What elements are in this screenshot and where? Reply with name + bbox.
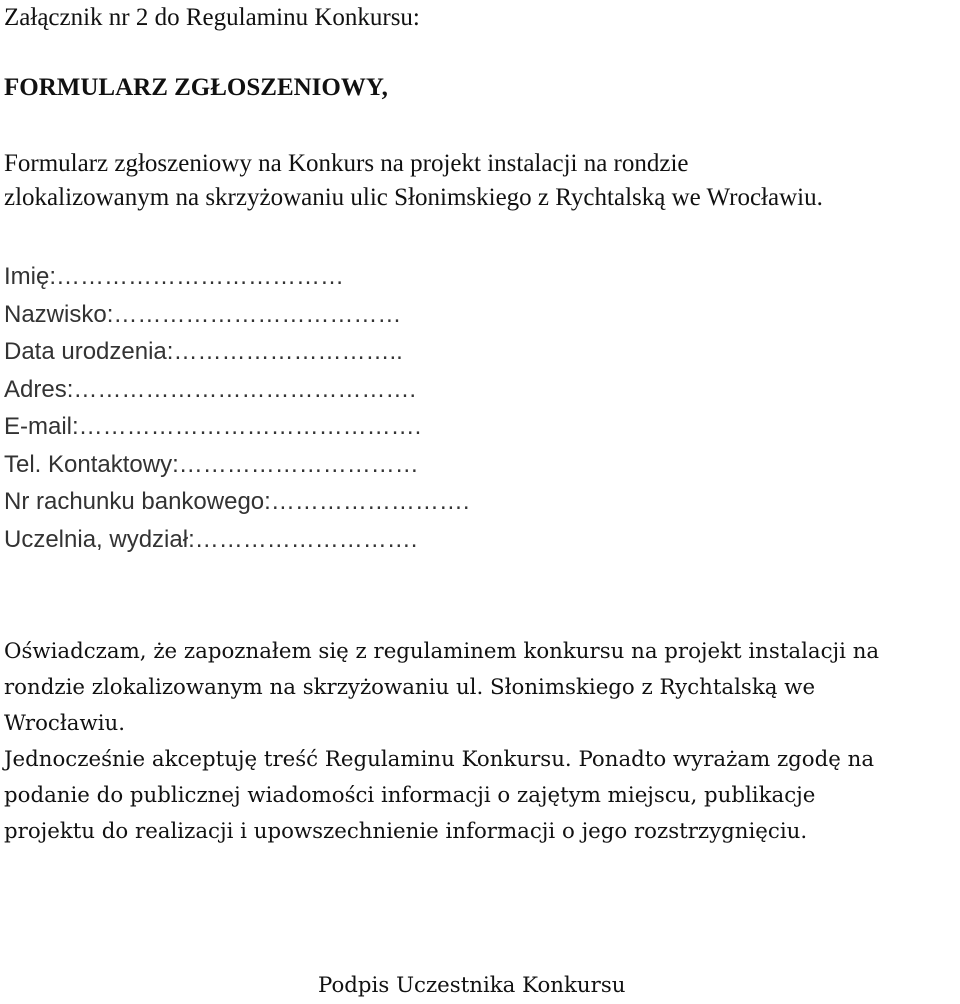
field-birth-date: Data urodzenia:……………………….. [4, 338, 403, 365]
form-title: FORMULARZ ZGŁOSZENIOWY, [4, 74, 388, 101]
declaration-line: Oświadczam, że zapoznałem się z regulaminem konkursu na projekt instalacji na [4, 639, 880, 664]
field-bank-account: Nr rachunku bankowego:……………………. [4, 488, 470, 515]
declaration-line: projektu do realizacji i upowszechnienie informacji o jego rozstrzygnięciu. [4, 819, 808, 844]
intro-line: zlokalizowanym na skrzyżowaniu ulic Słonimskiego z Rychtalską we Wrocławiu. [4, 184, 823, 211]
field-email: E-mail:……………………………………. [4, 413, 422, 440]
declaration-line: Wrocławiu. [4, 711, 125, 736]
declaration-paragraph [4, 634, 960, 850]
field-first-name: Imię:……………………………… [4, 263, 345, 290]
declaration-line: podanie do publicznej wiadomości informacji o zajętym miejscu, publikacje [4, 783, 816, 808]
declaration-line: Jednocześnie akceptuję treść Regulaminu Konkursu. Ponadto wyrażam zgodę na [4, 747, 875, 772]
declaration-line: rondzie zlokalizowanym na skrzyżowaniu ul. Słonimskiego z Rychtalską we [4, 675, 816, 700]
field-phone: Tel. Kontaktowy:………………………… [4, 450, 419, 478]
signature-label: Podpis Uczestnika Konkursu [318, 973, 626, 998]
form-fields [4, 258, 470, 558]
field-university-faculty: Uczelnia, wydział:………………………. [4, 525, 418, 553]
attachment-label: Załącznik nr 2 do Regulaminu Konkursu: [4, 4, 420, 31]
intro-line: Formularz zgłoszeniowy na Konkurs na projekt instalacji na rondzie [4, 150, 689, 177]
intro-paragraph [4, 147, 954, 215]
field-last-name: Nazwisko:……………………………… [4, 300, 402, 328]
field-address: Adres:……………………………………. [4, 375, 417, 403]
